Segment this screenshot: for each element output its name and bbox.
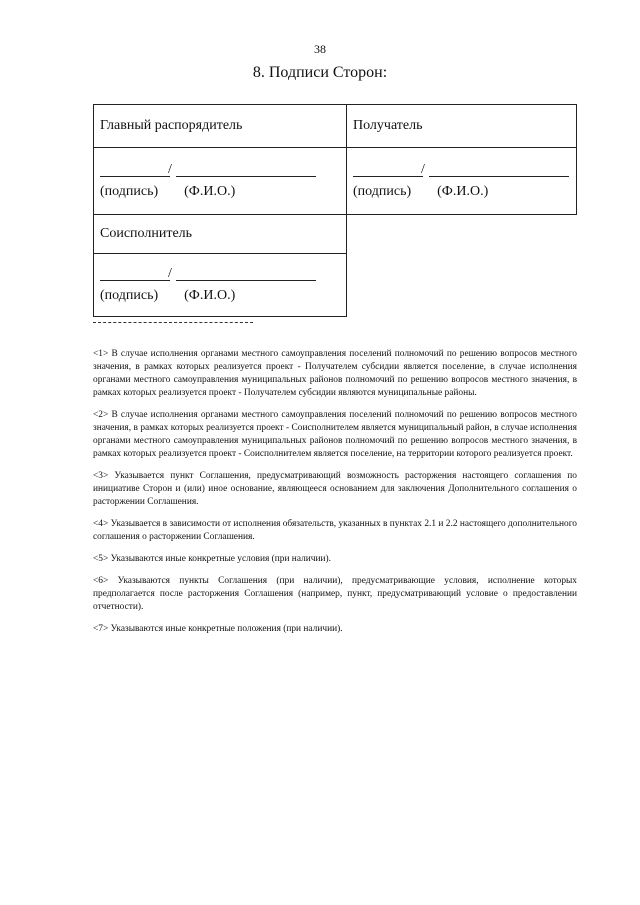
sign-slash: / xyxy=(421,162,425,177)
footnote-7: <7> Указываются иные конкретные положения (при наличии). xyxy=(93,624,343,634)
signature-caption xyxy=(353,184,570,200)
signature-caption xyxy=(100,288,340,304)
signature-caption xyxy=(100,184,340,200)
co-executor-header: Соисполнитель xyxy=(94,215,347,254)
empty-cell xyxy=(347,215,577,254)
footnote-separator xyxy=(93,322,253,323)
footnote-3: <3> Указывается пункт Соглашения, предусматривающий возможность расторжения настоящего соглашения по инициативе Сторон и (или) иное основание, являющееся основанием для заключения Дополнительного соглашения о расторжении Соглашения. xyxy=(93,471,577,507)
main-manager-signature-cell xyxy=(94,148,347,215)
sign-slash: / xyxy=(168,162,172,177)
signature-label: (подпись) xyxy=(353,184,412,199)
page-number: 38 xyxy=(314,42,326,56)
recipient-header: Получатель xyxy=(347,105,577,148)
signature-label: (подпись) xyxy=(100,184,159,199)
footnote-4: <4> Указывается в зависимости от исполнения обязательств, указанных в пунктах 2.1 и 2.2 настоящего дополнительного соглашения о расторжении Соглашения. xyxy=(93,519,577,542)
section-title: 8. Подписи Сторон: xyxy=(252,64,388,81)
footnotes xyxy=(93,348,577,645)
signature-line xyxy=(100,162,340,184)
main-manager-header: Главный распорядитель xyxy=(94,105,347,148)
name-label: (Ф.И.О.) xyxy=(437,184,489,199)
sign-slash: / xyxy=(168,266,172,281)
co-executor-signature-cell xyxy=(94,254,347,317)
footnote-1: <1> В случае исполнения органами местного самоуправления поселений полномочий по решению вопросов местного значения, в рамках которых реализуется проект - Получателем субсидии является поселение, в случае исполнения органами местного самоуправления муниципальных районов полномочий по решению вопросов местного значения, в рамках которых реализуется проект - Получателем субсидии являются муниципальные районы. xyxy=(93,349,577,398)
footnote-5: <5> Указываются иные конкретные условия (при наличии). xyxy=(93,554,331,564)
signature-line xyxy=(100,266,340,288)
signature-table xyxy=(93,104,577,317)
footnote-6: <6> Указываются пункты Соглашения (при наличии), предусматривающие условия, исполнение которых предполагается после расторжения Соглашения (например, пункт, предусматривающий условие о предоставлении отчетности). xyxy=(93,576,577,612)
signature-line xyxy=(353,162,570,184)
empty-cell xyxy=(347,254,577,317)
name-label: (Ф.И.О.) xyxy=(184,288,236,303)
recipient-signature-cell xyxy=(347,148,577,215)
signature-label: (подпись) xyxy=(100,288,159,303)
footnote-2: <2> В случае исполнения органами местного самоуправления поселений полномочий по решению вопросов местного значения, в рамках которых реализуется проект - Соисполнителем является муниципальный район, в случае исполнения органами местного самоуправления муниципальных районов полномочий по решению вопросов местного значения, в рамках которых реализуется проект - Соисполнителем является поселение, на территории которого реализуется проект. xyxy=(93,410,577,459)
name-label: (Ф.И.О.) xyxy=(184,184,236,199)
